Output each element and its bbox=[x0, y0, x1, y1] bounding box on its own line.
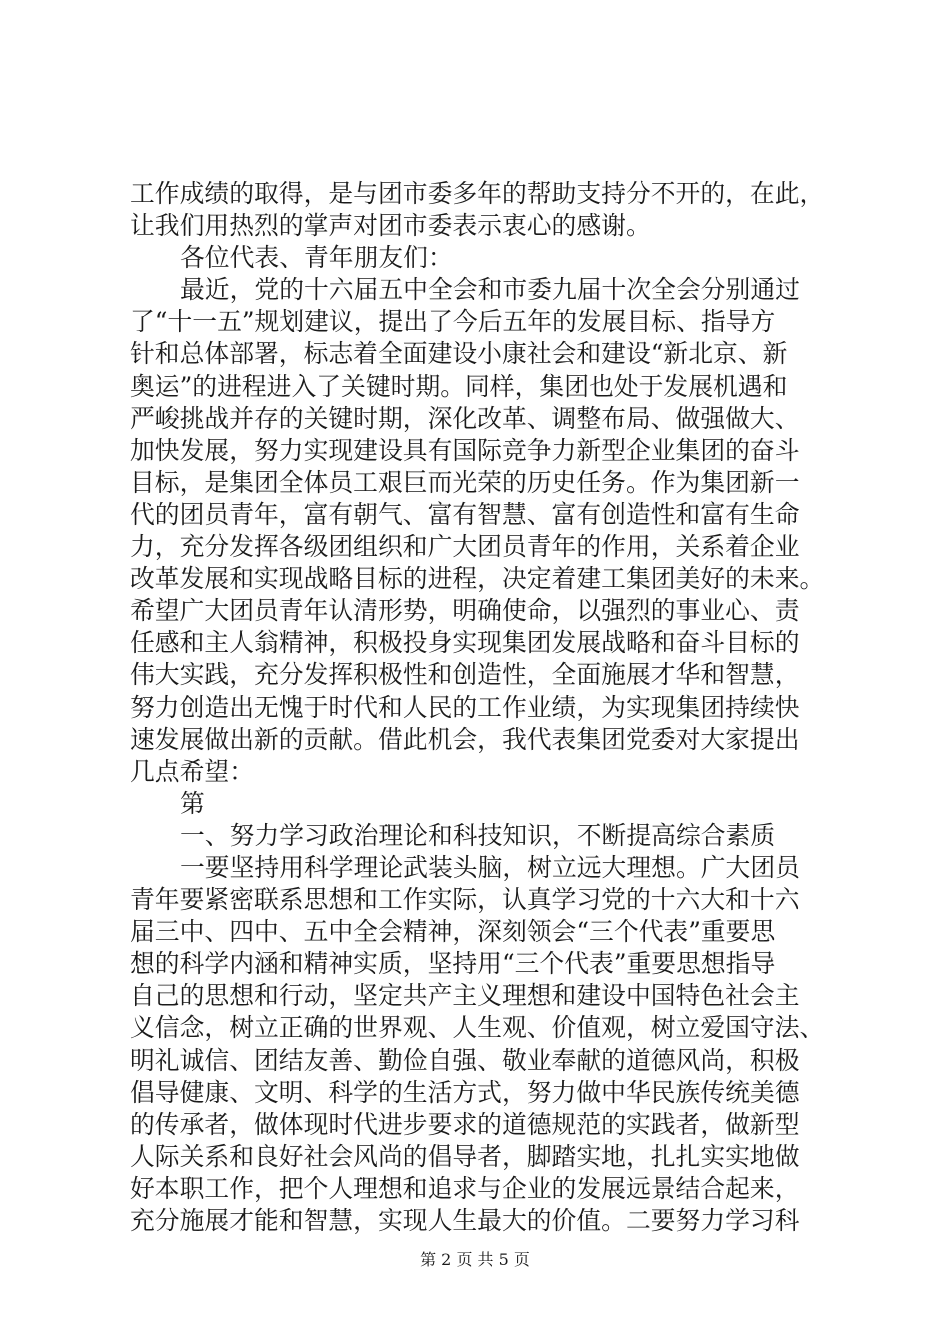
text-line: 自己的思想和行动，坚定共产主义理想和建设中国特色社会主 bbox=[130, 981, 800, 1011]
text-line: 希望广大团员青年认清形势，明确使命，以强烈的事业心、责 bbox=[130, 596, 800, 626]
text-line: 青年要紧密联系思想和工作实际，认真学习党的十六大和十六 bbox=[130, 885, 800, 915]
text-line: 速发展做出新的贡献。借此机会，我代表集团党委对大家提出 bbox=[130, 724, 800, 754]
text-line: 明礼诚信、团结友善、勤俭自强、敬业奉献的道德风尚，积极 bbox=[130, 1045, 800, 1075]
page-footer: 第 2 页 共 5 页 bbox=[420, 1250, 530, 1269]
text-line: 倡导健康、文明、科学的生活方式，努力做中华民族传统美德 bbox=[130, 1077, 800, 1107]
text-line: 最近，党的十六届五中全会和市委九届十次全会分别通过 bbox=[180, 275, 800, 305]
text-line: 一要坚持用科学理论武装头脑，树立远大理想。广大团员 bbox=[180, 852, 800, 882]
text-line: 针和总体部署，标志着全面建设小康社会和建设“新北京、新 bbox=[130, 339, 788, 369]
text-line: 的传承者，做体现时代进步要求的道德规范的实践者，做新型 bbox=[130, 1109, 800, 1139]
text-line: 努力创造出无愧于时代和人民的工作业绩，为实现集团持续快 bbox=[130, 692, 800, 722]
text-line: 届三中、四中、五中全会精神，深刻领会“三个代表”重要思 bbox=[130, 917, 776, 947]
text-line: 想的科学内涵和精神实质，坚持用“三个代表”重要思想指导 bbox=[130, 949, 776, 979]
text-line: 了“十一五”规划建议，提出了今后五年的发展目标、指导方 bbox=[130, 307, 776, 337]
text-line: 力，充分发挥各级团组织和广大团员青年的作用，关系着企业 bbox=[130, 532, 800, 562]
text-line: 工作成绩的取得，是与团市委多年的帮助支持分不开的，在此， bbox=[130, 179, 825, 208]
text-line: 改革发展和实现战略目标的进程，决定着建工集团美好的未来。 bbox=[130, 564, 825, 594]
text-line: 几点希望： bbox=[130, 756, 254, 786]
text-line: 各位代表、青年朋友们： bbox=[180, 243, 453, 273]
text-line: 任感和主人翁精神，积极投身实现集团发展战略和奋斗目标的 bbox=[130, 628, 800, 658]
text-line: 严峻挑战并存的关键时期，深化改革、调整布局、做强做大、 bbox=[130, 403, 800, 433]
text-line: 目标，是集团全体员工艰巨而光荣的历史任务。作为集团新一 bbox=[130, 467, 800, 497]
text-line: 伟大实践，充分发挥积极性和创造性，全面施展才华和智慧， bbox=[130, 660, 800, 690]
text-line: 义信念，树立正确的世界观、人生观、价值观，树立爱国守法、 bbox=[130, 1013, 825, 1043]
text-line: 充分施展才能和智慧，实现人生最大的价值。二要努力学习科 bbox=[130, 1206, 800, 1235]
text-line: 加快发展，努力实现建设具有国际竞争力新型企业集团的奋斗 bbox=[130, 435, 800, 465]
text-line: 奥运”的进程进入了关键时期。同样，集团也处于发展机遇和 bbox=[130, 371, 788, 401]
text-line: 人际关系和良好社会风尚的倡导者，脚踏实地，扎扎实实地做 bbox=[130, 1141, 800, 1171]
text-line: 让我们用热烈的掌声对团市委表示衷心的感谢。 bbox=[130, 211, 651, 241]
text-line: 第 bbox=[180, 788, 205, 818]
document-body bbox=[130, 178, 830, 1237]
text-line: 代的团员青年，富有朝气、富有智慧、富有创造性和富有生命 bbox=[130, 499, 800, 529]
text-line: 好本职工作，把个人理想和追求与企业的发展远景结合起来， bbox=[130, 1173, 800, 1203]
text-line: 一、努力学习政治理论和科技知识，不断提高综合素质 bbox=[180, 820, 776, 850]
